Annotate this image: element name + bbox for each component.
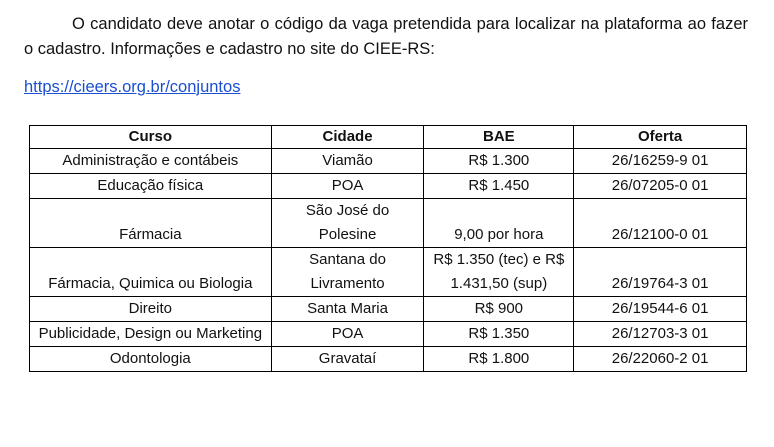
header-cidade: Cidade [271,126,424,149]
cell-oferta: 26/12703-3 01 [574,322,747,347]
cell-curso: Educação física [30,174,272,199]
cell-curso: Publicidade, Design ou Marketing [30,322,272,347]
cell-curso: Odontologia [30,347,272,372]
cell-bae: 9,00 por hora [424,199,574,248]
header-curso: Curso [30,126,272,149]
cell-curso: Fármacia, Quimica ou Biologia [30,248,272,297]
cell-cidade: Santa Maria [271,297,424,322]
cell-oferta: 26/12100-0 01 [574,199,747,248]
table-header-row [30,126,747,149]
table-row [30,149,747,174]
table-row [30,347,747,372]
cell-curso: Direito [30,297,272,322]
cell-cidade: Santana do Livramento [271,248,424,297]
intro-paragraph [24,12,748,62]
header-bae: BAE [424,126,574,149]
cell-cidade: São José do Polesine [271,199,424,248]
cell-oferta: 26/19764-3 01 [574,248,747,297]
cell-bae: R$ 1.350 (tec) e R$ 1.431,50 (sup) [424,248,574,297]
header-oferta: Oferta [574,126,747,149]
cell-bae: R$ 1.450 [424,174,574,199]
vagas-table [29,125,747,372]
cell-curso: Administração e contábeis [30,149,272,174]
cell-bae: R$ 1.350 [424,322,574,347]
table-row [30,297,747,322]
cell-cidade: POA [271,322,424,347]
cell-bae: R$ 1.800 [424,347,574,372]
cell-cidade: Gravataí [271,347,424,372]
intro-text: O candidato deve anotar o código da vaga pretendida para localizar na plataforma ao fazer o cadastro. Informações e cadastro no site do CIEE-RS: [24,15,748,58]
table-row [30,248,747,297]
table-row [30,322,747,347]
table-row [30,199,747,248]
cieers-link[interactable]: https://cieers.org.br/conjuntos [24,78,241,96]
cell-bae: R$ 900 [424,297,574,322]
table-row [30,174,747,199]
cell-oferta: 26/22060-2 01 [574,347,747,372]
cell-bae: R$ 1.300 [424,149,574,174]
cell-oferta: 26/07205-0 01 [574,174,747,199]
cell-cidade: Viamão [271,149,424,174]
cell-oferta: 26/19544-6 01 [574,297,747,322]
cell-cidade: POA [271,174,424,199]
cell-oferta: 26/16259-9 01 [574,149,747,174]
cell-curso: Fármacia [30,199,272,248]
